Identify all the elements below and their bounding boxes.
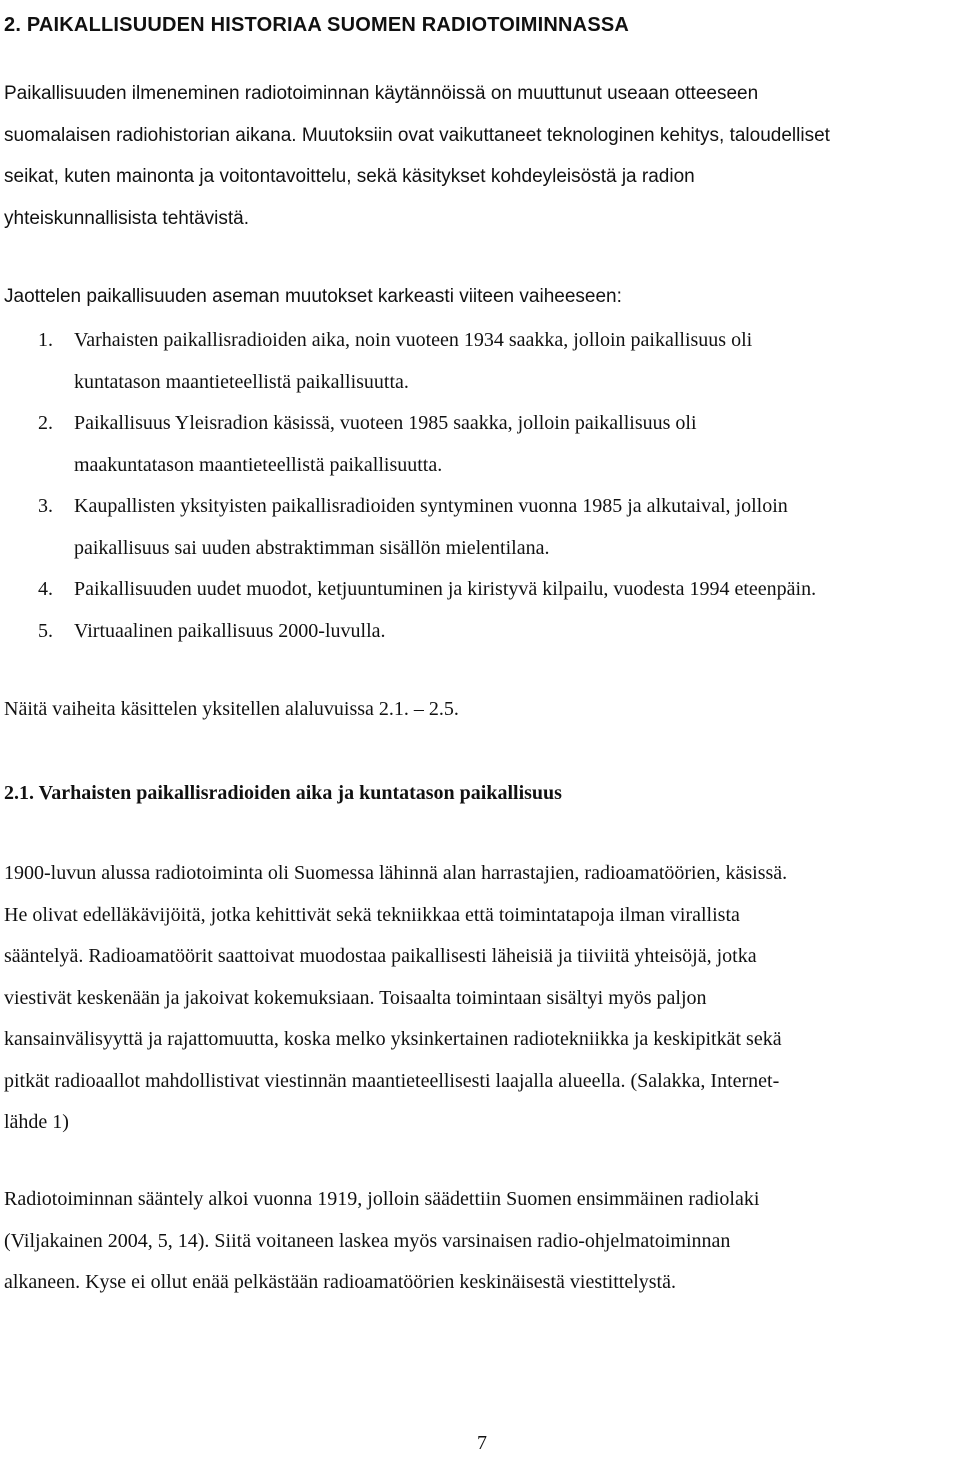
phase-number: 2. — [38, 412, 53, 434]
phase-text — [74, 486, 954, 569]
list-intro: Jaottelen paikallisuuden aseman muutokset karkeasti viiteen vaiheeseen: — [4, 286, 622, 307]
paragraph-line: alkaneen. Kyse ei ollut enää pelkästään radioamatöörien keskinäisestä viestittelystä. — [4, 1271, 676, 1293]
phase-list — [4, 320, 954, 652]
phase-item-3 — [4, 486, 954, 569]
phase-text — [74, 569, 954, 611]
phase-line: kuntatason maantieteellistä paikallisuutta. — [74, 370, 409, 393]
intro-line: suomalaisen radiohistorian aikana. Muutoksiin ovat vaikuttaneet teknologinen kehitys, taloudelliset — [4, 124, 830, 146]
phase-item-1 — [4, 320, 954, 403]
phase-item-5 — [4, 611, 954, 653]
intro-line: Paikallisuuden ilmeneminen radiotoiminnan käytännöissä on muuttunut useaan otteeseen — [4, 83, 759, 104]
paragraph-line: (Viljakainen 2004, 5, 14). Siitä voitaneen laskea myös varsinaisen radio-ohjelmatoiminnan — [4, 1229, 731, 1252]
phase-number: 1. — [38, 329, 53, 351]
paragraph-line: 1900-luvun alussa radiotoiminta oli Suomessa lähinnä alan harrastajien, radioamatöörien, käsissä. — [4, 862, 788, 884]
phase-line: maakuntatason maantieteellistä paikallisuutta. — [74, 453, 443, 476]
body-paragraph-2 — [4, 1179, 954, 1304]
paragraph-line: sääntelyä. Radioamatöörit saattoivat muodostaa paikallisesti läheisiä ja tiiviitä yhteisöjä, jotka — [4, 945, 757, 967]
phase-text — [74, 611, 954, 653]
phase-text — [74, 320, 954, 403]
paragraph-line: viestivät keskenään ja jakoivat kokemuksiaan. Toisaalta toimintaan sisältyi myös paljon — [4, 986, 707, 1009]
intro-line: seikat, kuten mainonta ja voitontavoittelu, sekä käsitykset kohdeyleisöstä ja radion — [4, 166, 695, 187]
summary-text: Näitä vaiheita käsittelen yksitellen alaluvuissa 2.1. – 2.5. — [4, 698, 459, 720]
phase-number: 3. — [38, 495, 53, 517]
phase-item-2 — [4, 403, 954, 486]
body-paragraph-1 — [4, 853, 954, 1144]
section-title: 2.1. Varhaisten paikallisradioiden aika ja kuntatason paikallisuus — [4, 782, 562, 804]
intro-paragraph — [4, 73, 954, 239]
phase-line: Kaupallisten yksityisten paikallisradioiden syntyminen vuonna 1985 ja alkutaival, jolloin — [74, 495, 788, 517]
phase-line: Paikallisuus Yleisradion käsissä, vuoteen 1985 saakka, jolloin paikallisuus oli — [74, 412, 697, 434]
phase-item-4 — [4, 569, 954, 611]
phase-line: Paikallisuuden uudet muodot, ketjuuntuminen ja kiristyvä kilpailu, vuodesta 1994 eteenpäin. — [74, 578, 817, 600]
phase-line: Varhaisten paikallisradioiden aika, noin vuoteen 1934 saakka, jolloin paikallisuus oli — [74, 329, 753, 351]
phase-text — [74, 403, 954, 486]
chapter-title: 2. PAIKALLISUUDEN HISTORIAA SUOMEN RADIOTOIMINNASSA — [4, 14, 630, 37]
phase-number: 4. — [38, 578, 53, 600]
page-number: 7 — [477, 1432, 487, 1454]
paragraph-line: pitkät radioaallot mahdollistivat viestinnän maantieteellisesti laajalla alueella. (Salakka, Internet- — [4, 1069, 780, 1092]
phase-line: Virtuaalinen paikallisuus 2000-luvulla. — [74, 619, 386, 642]
paragraph-line: lähde 1) — [4, 1111, 69, 1133]
phase-number: 5. — [38, 619, 53, 642]
phase-line: paikallisuus sai uuden abstraktimman sisällön mielentilana. — [74, 536, 550, 559]
paragraph-line: Radiotoiminnan sääntely alkoi vuonna 1919, jolloin säädettiin Suomen ensimmäinen radiolaki — [4, 1188, 760, 1210]
paragraph-line: kansainvälisyyttä ja rajattomuutta, koska melko yksinkertainen radiotekniikka ja keskipitkät sekä — [4, 1028, 782, 1050]
paragraph-line: He olivat edelläkävijöitä, jotka kehittivät sekä tekniikkaa että toimintatapoja ilman virallista — [4, 903, 740, 926]
intro-line: yhteiskunnallisista tehtävistä. — [4, 207, 250, 229]
